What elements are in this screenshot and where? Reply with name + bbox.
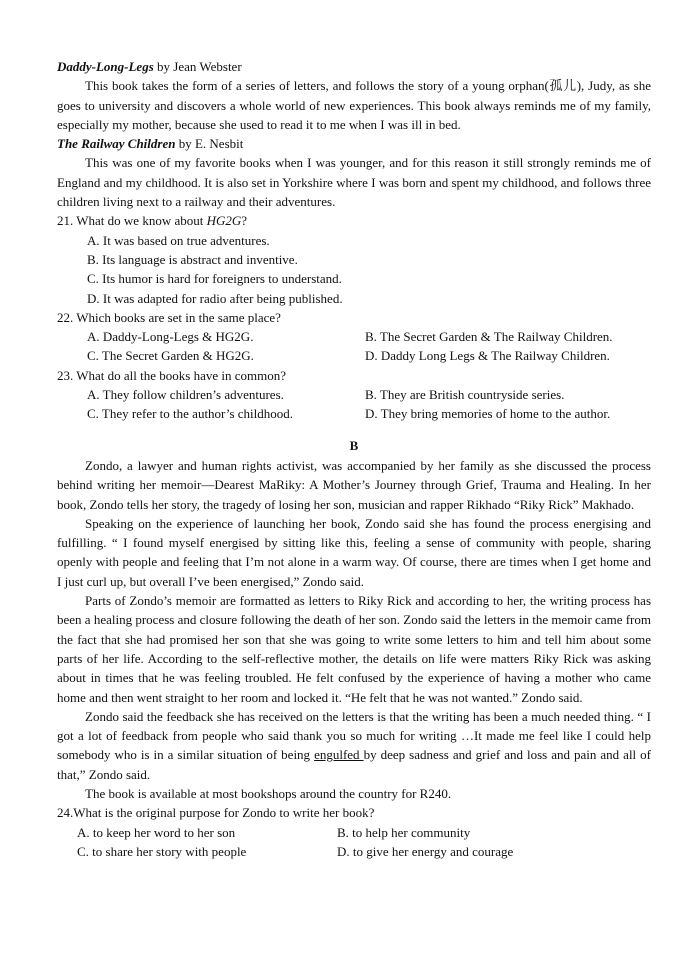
book2-title: The Railway Children — [57, 136, 176, 152]
book1-heading — [57, 57, 651, 76]
paragraph-4-text-end: by deep sadness and grief and loss and pain and all of that,” Zondo said. — [57, 747, 652, 782]
question-24-options — [57, 823, 651, 862]
book2-description: This was one of my favorite books when I was younger, and for this reason it still strongly reminds me of England and my childhood. It is also set in Yorkshire where I was born and spent my childhood, and follows three children living next to a railway and their adventures. — [57, 155, 651, 210]
option-24-b[interactable]: B. to help her community — [337, 824, 471, 840]
option-24-c[interactable]: C. to share her story with people — [77, 843, 247, 859]
option-21-a[interactable]: A. It was based on true adventures. — [87, 232, 270, 248]
option-22-a[interactable]: A. Daddy-Long-Legs & HG2G. — [87, 329, 254, 345]
book2-author: by E. Nesbit — [175, 136, 244, 152]
option-22-d[interactable]: D. Daddy Long Legs & The Railway Children. — [365, 348, 610, 364]
question-21 — [57, 211, 651, 230]
option-23-d[interactable]: D. They bring memories of home to the author. — [365, 406, 611, 422]
option-23-c[interactable]: C. They refer to the author’s childhood. — [87, 406, 294, 422]
question-21-options — [57, 231, 651, 308]
section-b-heading: B — [349, 437, 359, 453]
exam-page — [57, 57, 651, 861]
question-24: 24.What is the original purpose for Zondo to write her book? — [57, 805, 375, 821]
option-24-d[interactable]: D. to give her energy and courage — [337, 843, 514, 859]
option-24-a[interactable]: A. to keep her word to her son — [77, 824, 236, 840]
section-b-paragraph-4 — [57, 707, 651, 784]
section-b-paragraph-3: Parts of Zondo’s memoir are formatted as letters to Riky Rick and according to her, the writing process has been a healing process and closure following the death of her son. Zondo said the letters in the memoir came from the fact that she had promised her son that she was going to write some letters to him and tell him about some parts of her life. According to the self-reflective mother, the details on life were matters Riky Rick was asking about in times that he was feeling troubled. He felt confused by the experience of having a mother who came home and then went straight to her room and locked it. “He felt that he was not wanted.” Zondo said. — [57, 593, 651, 705]
book1-author: by Jean Webster — [153, 59, 242, 74]
book1-description: This book takes the form of a series of letters, and follows the story of a young orphan(孤儿), Judy, as she goes to university and discovers a whole world of new experiences. This book always reminds me of my family, especially my mother, because she used to read it to me when I was ill in bed. — [57, 78, 651, 132]
option-22-b[interactable]: B. The Secret Garden & The Railway Children. — [365, 329, 613, 345]
option-21-d[interactable]: D. It was adapted for radio after being published. — [87, 290, 343, 306]
book2-heading — [57, 134, 651, 153]
option-21-b[interactable]: B. Its language is abstract and inventive. — [87, 251, 298, 267]
question-23: 23. What do all the books have in common? — [57, 367, 287, 383]
section-b-paragraph-5: The book is available at most bookshops around the country for R240. — [85, 785, 452, 801]
book1-title: Daddy-Long-Legs — [57, 59, 154, 74]
option-23-a[interactable]: A. They follow children’s adventures. — [87, 387, 284, 403]
question-22: 22. Which books are set in the same place? — [57, 309, 281, 325]
underlined-word: engulfed — [314, 747, 364, 763]
question-21-em: HG2G — [206, 213, 242, 229]
paragraph-4-text: Zondo said the feedback she has received on the letters is that the writing has been a much needed thing. “ I got a lot of feedback from people who said thank you so much for writing …It made me feel like I could help somebody who is in a similar situation of being — [57, 708, 651, 763]
question-21-text: 21. What do we know about — [57, 213, 207, 229]
option-21-c[interactable]: C. Its humor is hard for foreigners to understand. — [87, 271, 342, 287]
option-23-b[interactable]: B. They are British countryside series. — [365, 387, 565, 403]
question-22-options — [57, 327, 651, 366]
question-21-suffix: ? — [241, 213, 248, 229]
question-23-options — [57, 385, 651, 424]
section-b-paragraph-1: Zondo, a lawyer and human rights activist, was accompanied by her family as she discussed the process behind writing her memoir—Dearest MaRiky: A Mother’s Journey through Grief, Trauma and Healing. In her book, Zondo tells her story, the tragedy of losing her son, musician and rapper Rikhado “Riky Rick” Makhado. — [57, 457, 651, 512]
option-22-c[interactable]: C. The Secret Garden & HG2G. — [87, 348, 254, 364]
section-b-paragraph-2: Speaking on the experience of launching her book, Zondo said she has found the process energising and fulfilling. “ I found myself energised by sitting like this, feeling a sense of community with people, sharing openly with people and feeling that I’m not alone in a warm way. Of course, there are times when I get home and I just curl up, but overall I’ve been energised,” Zondo said. — [57, 515, 651, 589]
